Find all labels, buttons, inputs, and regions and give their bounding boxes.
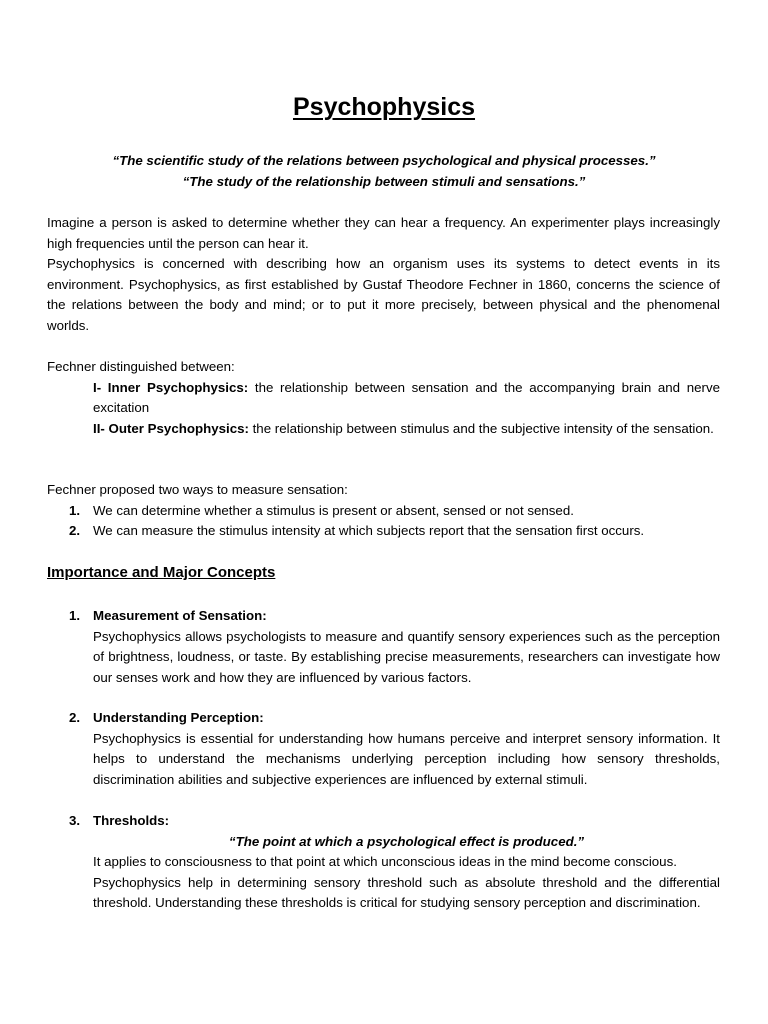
way-item-2 [47,521,720,542]
outer-psychophysics-text: the relationship between stimulus and the subjective intensity of the sensation. [248,420,714,436]
concept-1-title: Measurement of Sensation: [93,608,267,623]
section-heading: Importance and Major Concepts [47,564,276,581]
inner-psychophysics-label: I- Inner Psychophysics: [93,379,249,395]
distinguished-lead: Fechner distinguished between: [47,359,235,374]
concept-1-text: Psychophysics allows psychologists to measure and quantify sensory experiences such as the perception of brightness, loudness, or taste. By establishing precise measurements, researchers can investigate how our senses work and how they are influenced by various factors. [93,628,720,685]
concept-3-title: Thresholds: [93,813,170,828]
way-item-1-number: 1. [69,502,81,518]
inner-psychophysics-text: the relationship between sensation and the accompanying brain and nerve excitation [93,379,720,416]
concept-3 [47,811,720,914]
intro-paragraph-2: Psychophysics is concerned with describing how an organism uses its systems to detect events in its environment. Psychophysics, as first established by Gustaf Theodore Fechner in 1860, concerns the science of the relations between the body and mind; or to put it more precisely, between physical and the phenomenal worlds. [47,256,720,333]
way-item-2-text: We can measure the stimulus intensity at which subjects report that the sensation first occurs. [93,523,645,539]
definition-quote-1: “The scientific study of the relations between psychological and physical processes.” [112,153,656,168]
concept-3-number: 3. [69,813,81,828]
concept-1 [47,606,720,688]
concept-2 [47,708,720,790]
concept-2-text: Psychophysics is essential for understanding how humans perceive and interpret sensory information. It helps to understand the mechanisms underlying perception including how sensory thresholds, discrimination abilities and subjective experiences are influenced by external stimuli. [93,730,720,787]
concept-3-line1: It applies to consciousness to that point at which unconscious ideas in the mind become conscious. [93,854,677,870]
way-item-2-number: 2. [69,523,81,539]
threshold-quote: “The point at which a psychological effect is produced.” [228,833,585,849]
intro-paragraph-1: Imagine a person is asked to determine whether they can hear a frequency. An experimenter plays increasingly high frequencies until the person can hear it. [47,215,720,251]
concept-3-text: Psychophysics help in determining sensory threshold such as absolute threshold and the differential threshold. Understanding these thresholds is critical for studying sensory perception and discrimination. [93,874,720,911]
concept-2-title: Understanding Perception: [93,710,264,725]
ways-section [47,480,720,542]
page-title: Psychophysics [292,93,476,121]
concept-2-number: 2. [69,710,81,725]
definition-quotes [0,151,768,193]
outer-psychophysics-label: II- Outer Psychophysics: [93,420,249,436]
definition-quote-2: “The study of the relationship between stimuli and sensations.” [182,174,586,189]
inner-psychophysics-item [93,378,720,419]
concept-1-number: 1. [69,608,81,623]
ways-lead: Fechner proposed two ways to measure sensation: [47,482,348,497]
outer-psychophysics-item [93,419,720,440]
distinguished-section [47,357,720,439]
intro-section [47,213,720,337]
way-item-1-text: We can determine whether a stimulus is present or absent, sensed or not sensed. [93,502,574,518]
way-item-1 [47,501,720,522]
